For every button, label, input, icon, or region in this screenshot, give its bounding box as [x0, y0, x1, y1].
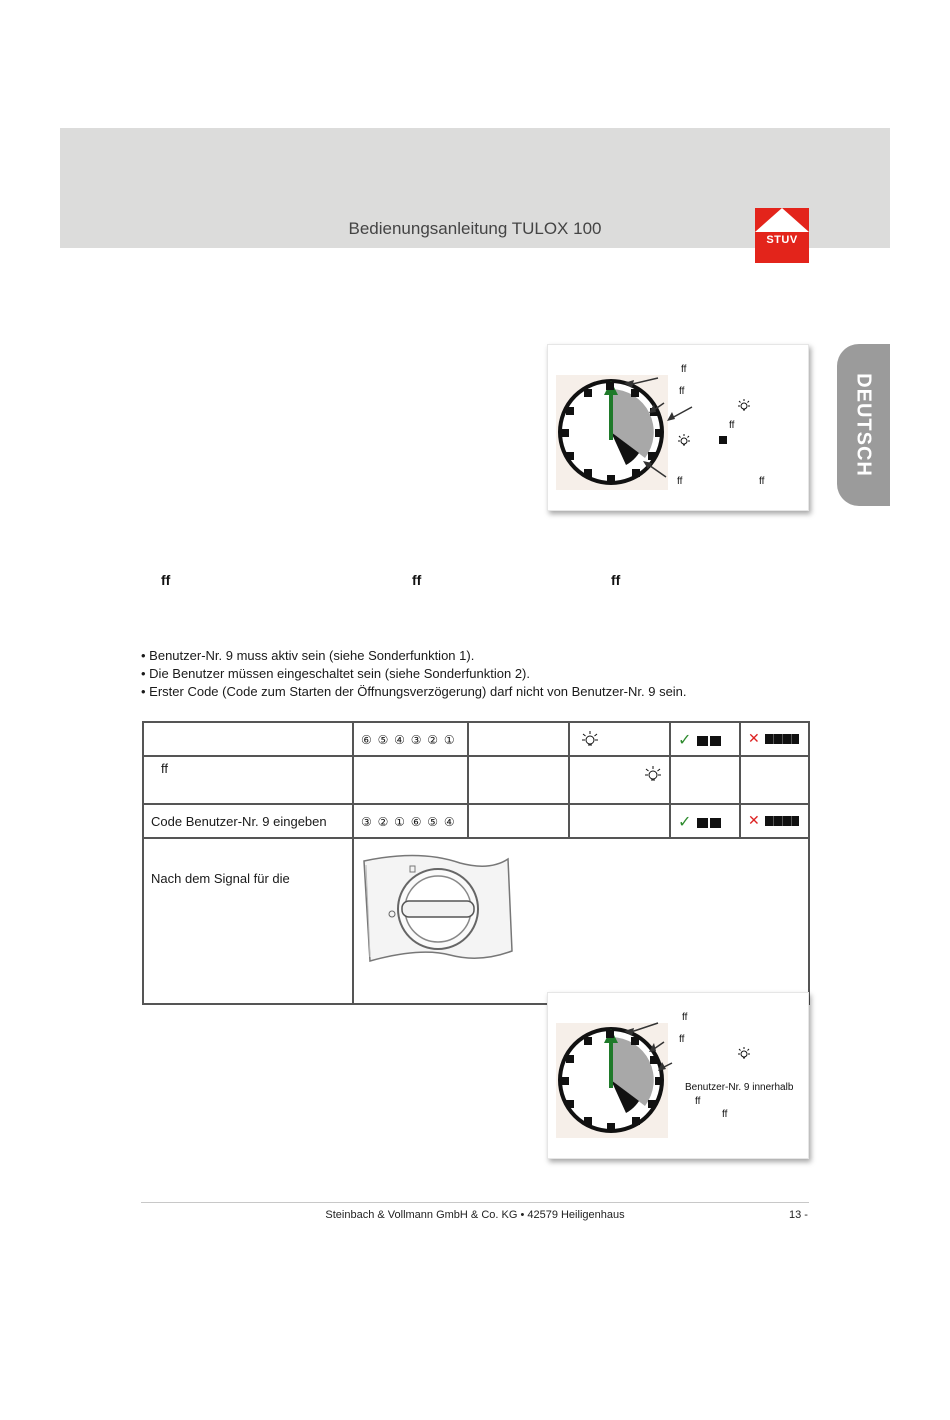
table-cell — [670, 722, 740, 756]
ligature-text: ff — [611, 572, 621, 588]
squares-icon — [765, 734, 799, 744]
table-row — [143, 756, 809, 804]
table-cell — [569, 756, 670, 804]
table-cell — [569, 804, 670, 838]
header-title: Bedienungsanleitung TULOX 100 — [348, 219, 602, 238]
check-icon: ✓ — [678, 729, 692, 749]
ligature-text: ff — [412, 572, 422, 588]
bulb-icon — [581, 730, 599, 745]
row-label: ff — [161, 761, 168, 776]
table-cell — [740, 722, 809, 756]
dial-label: ff — [695, 1096, 701, 1107]
cross-icon: ✕ — [748, 813, 760, 829]
dial-label: ff — [729, 420, 735, 431]
dial-diagram-bottom — [547, 992, 809, 1159]
table-row — [143, 838, 809, 1004]
square-icon — [719, 436, 727, 444]
dial-label: ff — [677, 476, 683, 487]
row-label: Code Benutzer-Nr. 9 eingeben — [151, 813, 327, 829]
page-number: 13 - — [789, 1209, 808, 1221]
table-cell — [468, 722, 569, 756]
lock-handle-illustration — [360, 851, 520, 971]
dial-label: ff — [722, 1109, 728, 1120]
footer-divider — [141, 1202, 809, 1203]
table-cell — [670, 804, 740, 838]
dial-caption: Benutzer-Nr. 9 innerhalb — [685, 1082, 794, 1093]
cross-icon: ✕ — [748, 731, 760, 747]
table-cell — [143, 756, 353, 804]
square-icon — [697, 818, 708, 828]
logo-roof-icon — [755, 208, 809, 232]
requirements-list — [141, 647, 687, 701]
dial-label: ff — [681, 364, 687, 375]
ligature-text: ff — [161, 572, 171, 588]
code-digits: ③ ② ① ⑥ ⑤ ④ — [361, 814, 456, 829]
dial-illustration — [548, 993, 808, 1158]
logo-text: STUV — [766, 234, 798, 246]
table-cell — [740, 804, 809, 838]
table-cell — [740, 756, 809, 804]
list-item: • Benutzer-Nr. 9 muss aktiv sein (siehe Sonderfunktion 1). — [141, 648, 475, 663]
table-cell — [353, 756, 468, 804]
dial-label: ff — [679, 1034, 685, 1045]
square-icon — [710, 736, 721, 746]
list-item: • Erster Code (Code zum Starten der Öffnungsverzögerung) darf nicht von Benutzer-Nr. 9 sein. — [141, 684, 687, 699]
table-cell — [468, 756, 569, 804]
row-label: Nach dem Signal für die — [151, 871, 290, 886]
table-cell — [353, 838, 809, 1004]
square-icon — [697, 736, 708, 746]
table-cell — [143, 804, 353, 838]
language-tab-label: DEUTSCH — [852, 373, 875, 477]
table-cell — [569, 722, 670, 756]
list-item: • Die Benutzer müssen eingeschaltet sein (siehe Sonderfunktion 2). — [141, 666, 530, 681]
square-icon — [710, 818, 721, 828]
check-icon: ✓ — [678, 811, 692, 831]
table-cell — [670, 756, 740, 804]
table-cell — [143, 838, 353, 1004]
code-digits: ⑥ ⑤ ④ ③ ② ① — [361, 732, 456, 747]
dial-label: ff — [682, 1012, 688, 1023]
table-cell — [468, 804, 569, 838]
bulb-icon — [644, 771, 662, 786]
steps-table — [142, 721, 810, 1005]
table-row — [143, 722, 809, 756]
table-cell — [353, 722, 468, 756]
table-row — [143, 804, 809, 838]
stuv-logo — [755, 208, 809, 263]
table-cell — [143, 722, 353, 756]
squares-icon — [765, 816, 799, 826]
table-cell — [353, 804, 468, 838]
footer-text: Steinbach & Vollmann GmbH & Co. KG • 42579 Heiligenhaus — [325, 1209, 625, 1221]
dial-label: ff — [679, 386, 685, 397]
language-tab[interactable] — [837, 344, 890, 506]
dial-label: ff — [759, 476, 765, 487]
dial-diagram-top — [547, 344, 809, 511]
